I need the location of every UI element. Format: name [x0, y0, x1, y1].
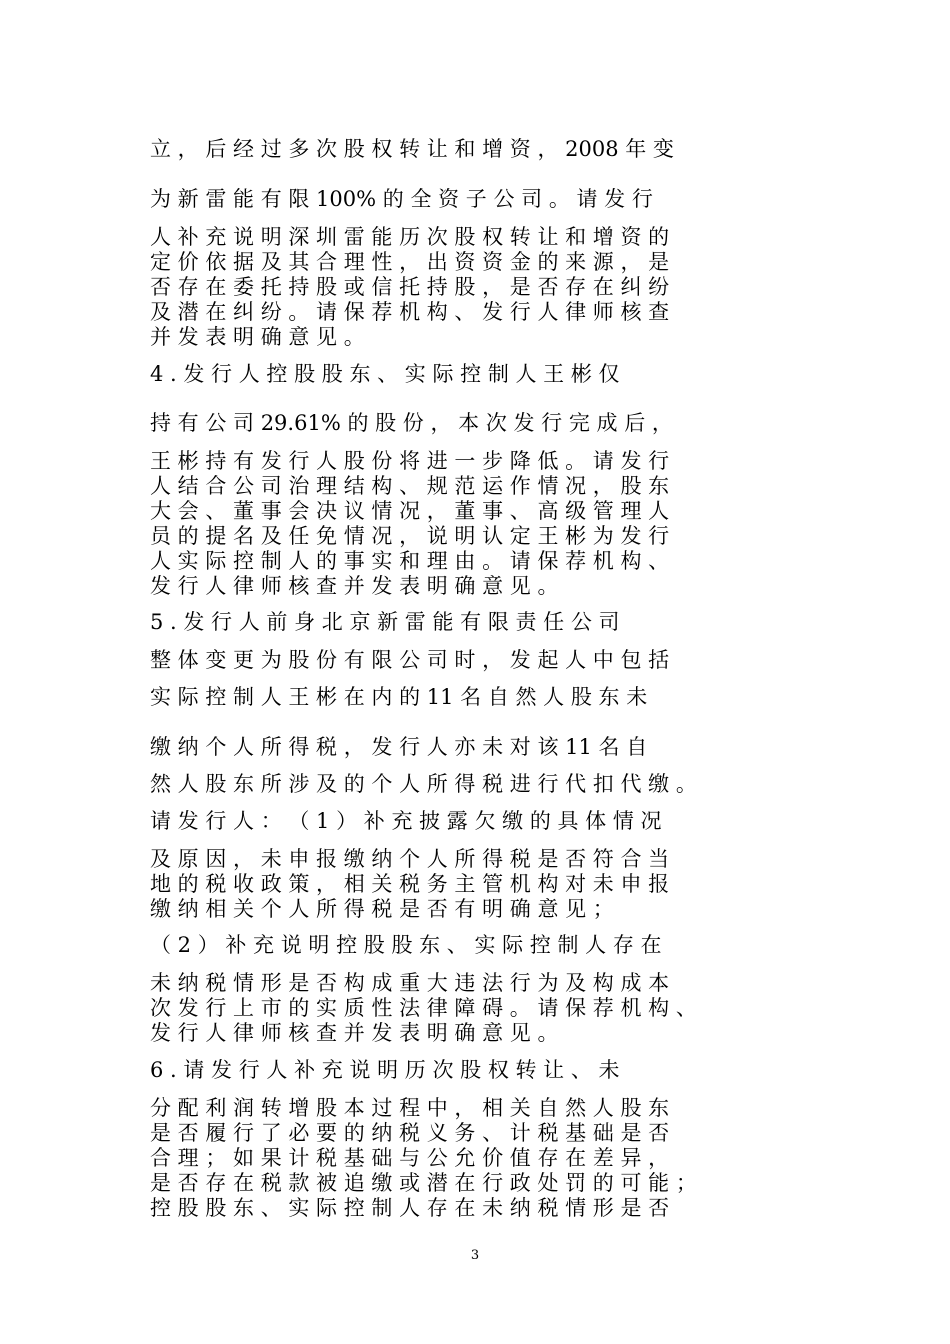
text-line: 人 补 充 说 明 深 圳 雷 能 历 次 股 权 转 让 和 增 资 的	[150, 225, 670, 249]
text-line: 发 行 人 律 师 核 查 并 发 表 明 确 意 见 。	[150, 1021, 559, 1045]
text-line: 否 存 在 委 托 持 股 或 信 托 持 股 ， 是 否 存 在 纠 纷	[150, 275, 670, 299]
text-line: 是 否 存 在 税 款 被 追 缴 或 潜 在 行 政 处 罚 的 可 能 ；	[150, 1171, 697, 1195]
text-line: 人 结 合 公 司 治 理 结 构 、 规 范 运 作 情 况 ， 股 东	[150, 474, 670, 498]
text-line: 为 新 雷 能 有 限 100% 的 全 资 子 公 司 。 请 发 行	[150, 187, 653, 211]
page-number: 3	[470, 1248, 480, 1263]
text-line: 及 原 因 ， 未 申 报 缴 纳 个 人 所 得 税 是 否 符 合 当	[150, 847, 670, 871]
text-line: 是 否 履 行 了 必 要 的 纳 税 义 务 、 计 税 基 础 是 否	[150, 1121, 670, 1145]
text-line: 持 有 公 司 29.61% 的 股 份 ， 本 次 发 行 完 成 后 ，	[150, 411, 673, 435]
text-line: （ 2 ） 补 充 说 明 控 股 股 东 、 实 际 控 制 人 存 在	[150, 933, 662, 957]
text-line: 大 会 、 董 事 会 决 议 情 况 ， 董 事 、 高 级 管 理 人	[150, 499, 670, 523]
text-line: 整 体 变 更 为 股 份 有 限 公 司 时 ， 发 起 人 中 包 括	[150, 648, 670, 672]
text-line: 缴 纳 个 人 所 得 税 ， 发 行 人 亦 未 对 该 11 名 自	[150, 735, 648, 759]
text-line: 控 股 股 东 、 实 际 控 制 人 存 在 未 纳 税 情 形 是 否	[150, 1196, 670, 1220]
text-line: 定 价 依 据 及 其 合 理 性 ， 出 资 资 金 的 来 源 ， 是	[150, 250, 670, 274]
text-line: 及 潜 在 纠 纷 。 请 保 荐 机 构 、 发 行 人 律 师 核 查	[150, 300, 670, 324]
text-line: 请 发 行 人 ： （ 1 ） 补 充 披 露 欠 缴 的 具 体 情 况	[150, 809, 662, 833]
text-line: 4 . 发 行 人 控 股 股 东 、 实 际 控 制 人 王 彬 仅	[150, 362, 620, 386]
text-line: 未 纳 税 情 形 是 否 构 成 重 大 违 法 行 为 及 构 成 本	[150, 971, 670, 995]
text-line: 次 发 行 上 市 的 实 质 性 法 律 障 碍 。 请 保 荐 机 构 、	[150, 996, 697, 1020]
text-line: 立 ， 后 经 过 多 次 股 权 转 让 和 增 资 ， 2008 年 变	[150, 137, 674, 161]
text-line: 6 . 请 发 行 人 补 充 说 明 历 次 股 权 转 让 、 未	[150, 1058, 620, 1082]
text-line: 实 际 控 制 人 王 彬 在 内 的 11 名 自 然 人 股 东 未	[150, 685, 648, 709]
text-line: 地 的 税 收 政 策 ， 相 关 税 务 主 管 机 构 对 未 申 报	[150, 872, 670, 896]
text-line: 然 人 股 东 所 涉 及 的 个 人 所 得 税 进 行 代 扣 代 缴 。	[150, 772, 697, 796]
text-line: 王 彬 持 有 发 行 人 股 份 将 进 一 步 降 低 。 请 发 行	[150, 449, 670, 473]
text-line: 合 理 ； 如 果 计 税 基 础 与 公 允 价 值 存 在 差 异 ，	[150, 1146, 670, 1170]
text-line: 5 . 发 行 人 前 身 北 京 新 雷 能 有 限 责 任 公 司	[150, 610, 620, 634]
text-line: 人 实 际 控 制 人 的 事 实 和 理 由 。 请 保 荐 机 构 、	[150, 549, 670, 573]
text-line: 员 的 提 名 及 任 免 情 况 ， 说 明 认 定 王 彬 为 发 行	[150, 524, 670, 548]
text-line: 发 行 人 律 师 核 查 并 发 表 明 确 意 见 。	[150, 574, 559, 598]
text-line: 分 配 利 润 转 增 股 本 过 程 中 ， 相 关 自 然 人 股 东	[150, 1096, 670, 1120]
text-line: 缴 纳 相 关 个 人 所 得 税 是 否 有 明 确 意 见 ；	[150, 897, 614, 921]
text-line: 并 发 表 明 确 意 见 。	[150, 325, 365, 349]
